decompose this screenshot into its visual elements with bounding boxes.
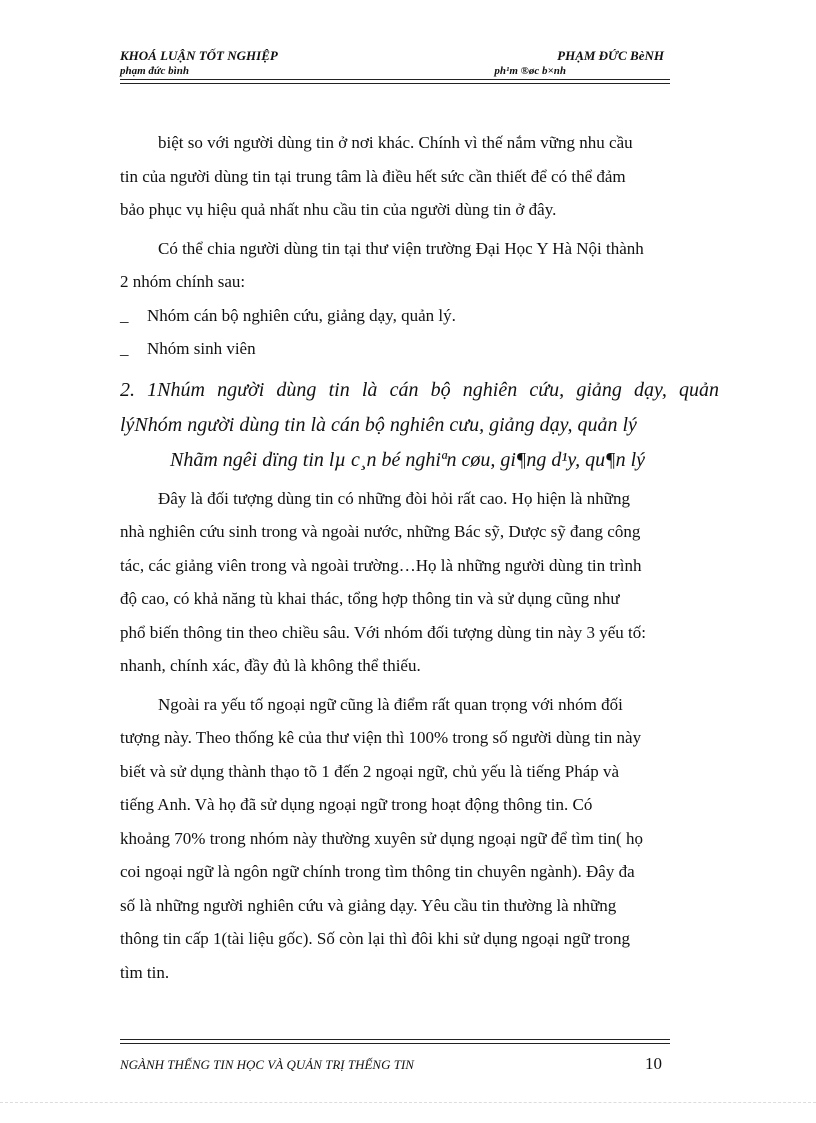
header-left-title: KHOÁ LUẬN TỐT NGHIỆP [120, 48, 278, 63]
paragraph-2-line-2: 2 nhóm chính sau: [120, 272, 246, 291]
header-title-row [120, 48, 676, 64]
list-item [120, 332, 719, 365]
paragraph-1-line-1: biệt so với người dùng tin ở nơi khác. Chính vì thế nắm vững nhu cầu [158, 133, 633, 152]
paragraph-3-line-2: nhà nghiên cứu sinh trong và ngoài nước, những Bác sỹ, Dược sỹ đang công [120, 522, 641, 541]
footer-title: NGÀNH THẾNG TIN HỌC VÀ QUẢN TRỊ THẾNG TIN [120, 1057, 414, 1072]
paragraph-1-line-2: tin của người dùng tin tại trung tâm là điều hết sức cần thiết để có thể đảm [120, 166, 626, 186]
paragraph-3-line-1: Đây là đối tượng dùng tin có những đòi hỏi rất cao. Họ hiện là những [158, 488, 630, 508]
paragraph-3-line-5: phổ biến thông tin theo chiều sâu. Với nhóm đối tượng dùng tin này 3 yếu tố: [120, 622, 646, 642]
header-right-title: PHẠM ĐỨC BèNH [557, 48, 664, 63]
paragraph-2-line-1: Có thể chia người dùng tin tại thư viện trường Đại Học Y Hà Nội thành [158, 238, 644, 258]
list-item-text: Nhóm sinh viên [147, 338, 256, 358]
list-item-text: Nhóm cán bộ nghiên cứu, giảng dạy, quản lý. [147, 305, 456, 325]
header-left-subtitle: phạm đức bình [120, 65, 189, 77]
paragraph-4-line-9: tìm tin. [120, 962, 170, 982]
page-number: 10 [645, 1054, 662, 1073]
page-bottom-edge [0, 1102, 816, 1123]
header-right-subtitle: ph¹m ®øc b×nh [494, 65, 566, 77]
paragraph-1-line-3: bảo phục vụ hiệu quả nhất nhu cầu tin của người dùng tin ở đây. [120, 200, 557, 219]
page-footer [120, 1037, 676, 1074]
footer-divider [120, 1039, 670, 1044]
list-item [120, 299, 719, 332]
paragraph-4-line-5: khoảng 70% trong nhóm này thường xuyên sử dụng ngoại ngữ để tìm tin( họ [120, 828, 643, 848]
paragraph-4-line-7: số là những người nghiên cứu và giảng dạy. Yêu cầu tin thường là những [120, 895, 617, 915]
header-subtitle-row [120, 65, 676, 77]
paragraph-4-line-2: tượng này. Theo thống kê của thư viện thì 100% trong số người dùng tin này [120, 728, 642, 747]
header-divider [120, 79, 670, 84]
section-heading-line-3: Nhãm ngêi dïng tin lµ c¸n bé nghiªn cøu, gi¶ng d¹y, qu¶n lý [170, 448, 646, 471]
paragraph-4-line-3: biết và sử dụng thành thạo tõ 1 đến 2 ngoại ngữ, chủ yếu là tiếng Pháp và [120, 761, 620, 781]
page-header [120, 48, 676, 84]
document-body [120, 126, 719, 989]
bullet-dash-icon: _ [120, 305, 129, 325]
paragraph-4-line-8: thông tin cấp 1(tài liệu gốc). Số còn lại thì đôi khi sử dụng ngoại ngữ trong [120, 929, 630, 948]
footer-row [120, 1054, 676, 1074]
bullet-dash-icon: _ [120, 338, 129, 358]
section-heading-line-2: lýNhóm người dùng tin là cán bộ nghiên cưu, giảng dạy, quản lý [120, 413, 637, 436]
paragraph-4-line-4: tiếng Anh. Và họ đã sử dụng ngoại ngữ trong hoạt động thông tin. Có [120, 795, 593, 814]
paragraph-4-line-6: coi ngoại ngữ là ngôn ngữ chính trong tìm thông tin chuyên ngành). Đây đa [120, 862, 635, 881]
paragraph-3-line-6: nhanh, chính xác, đầy đủ là không thể thiếu. [120, 656, 421, 675]
paragraph-4-line-1: Ngoài ra yếu tố ngoại ngữ cũng là điểm rất quan trọng với nhóm đối [158, 694, 623, 714]
paragraph-3-line-4: độ cao, có khả năng tù khai thác, tổng hợp thông tin và sử dụng cũng như [120, 589, 620, 608]
section-heading-line-1: 2. 1Nhúm người dùng tin là cán bộ nghiên cứu, giảng dạy, quản [120, 378, 719, 401]
paragraph-3-line-3: tác, các giảng viên trong và ngoài trường…Họ là những người dùng tin trình [120, 555, 642, 575]
